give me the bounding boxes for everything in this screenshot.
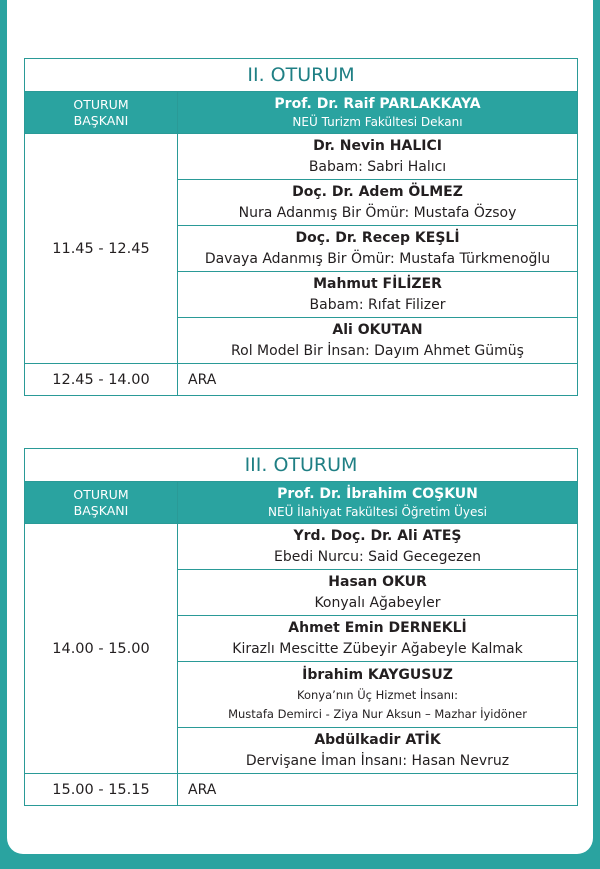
talk-topic: Babam: Rıfat Filizer (309, 296, 446, 313)
talk-topic-line2: Mustafa Demirci - Ziya Nur Aksun – Mazhar İyidöner (228, 707, 527, 721)
chair-name: Prof. Dr. Raif PARLAKKAYA (274, 95, 481, 112)
talk-speaker: Ahmet Emin DERNEKLİ (288, 619, 467, 636)
talk-item (178, 318, 578, 364)
chair-role: NEÜ Turizm Fakültesi Dekanı (292, 114, 463, 129)
talk-topic: Babam: Sabri Halıcı (308, 158, 447, 175)
break-time: 12.45 - 14.00 (25, 364, 178, 396)
talk-item (178, 662, 578, 728)
chair-label (25, 92, 178, 134)
talk-item (178, 272, 578, 318)
talk-speaker: Doç. Dr. Recep KEŞLİ (295, 229, 460, 246)
session-title: III. OTURUM (25, 449, 578, 482)
talk-speaker: İbrahim KAYGUSUZ (302, 667, 453, 683)
talk-item (178, 616, 578, 662)
break-label: ARA (178, 364, 578, 396)
session-ii-table (24, 58, 578, 396)
talk-topic: Davaya Adanmış Bir Ömür: Mustafa Türkmenoğlu (204, 250, 551, 267)
break-time: 15.00 - 15.15 (25, 774, 178, 806)
talk-topic: Kirazlı Mescitte Zübeyir Ağabeyle Kalmak (232, 640, 523, 657)
talk-topic: Ebedi Nurcu: Said Gecegezen (274, 548, 481, 565)
chair-role: NEÜ İlahiyat Fakültesi Öğretim Üyesi (268, 504, 487, 519)
talk-topic: Nura Adanmış Bir Ömür: Mustafa Özsoy (238, 204, 517, 221)
talk-item (178, 226, 578, 272)
talk-topic: Rol Model Bir İnsan: Dayım Ahmet Gümüş (231, 342, 524, 359)
talk-speaker: Dr. Nevin HALICI (313, 137, 442, 154)
chair-name: Prof. Dr. İbrahim COŞKUN (277, 485, 478, 502)
chair-label-line2: BAŞKANI (73, 112, 129, 128)
talk-speaker: Ali OKUTAN (332, 321, 423, 338)
talk-item (178, 134, 578, 180)
session-time: 14.00 - 15.00 (25, 524, 178, 774)
session-iii-table (24, 448, 578, 806)
break-label: ARA (178, 774, 578, 806)
chair-label-line1: OTURUM (73, 486, 129, 502)
chair-label-line1: OTURUM (73, 96, 129, 112)
talk-item (178, 180, 578, 226)
session-title: II. OTURUM (25, 59, 578, 92)
talk-topic: Dervişane İman İnsanı: Hasan Nevruz (245, 752, 510, 769)
session-time: 11.45 - 12.45 (25, 134, 178, 364)
chair-label (25, 482, 178, 524)
talk-topic: Konyalı Ağabeyler (314, 594, 441, 611)
talk-item (178, 728, 578, 774)
talk-speaker: Hasan OKUR (328, 573, 427, 590)
talk-item (178, 570, 578, 616)
talk-speaker: Mahmut FİLİZER (313, 275, 442, 292)
talk-topic-line1: Konya’nın Üç Hizmet İnsanı: (296, 688, 459, 702)
talk-speaker: Yrd. Doç. Dr. Ali ATEŞ (293, 527, 462, 544)
talk-speaker: Doç. Dr. Adem ÖLMEZ (292, 183, 463, 200)
chair-label-line2: BAŞKANI (73, 502, 129, 518)
talk-item (178, 524, 578, 570)
talk-speaker: Abdülkadir ATİK (314, 731, 441, 748)
chair-info (178, 92, 578, 134)
chair-info (178, 482, 578, 524)
